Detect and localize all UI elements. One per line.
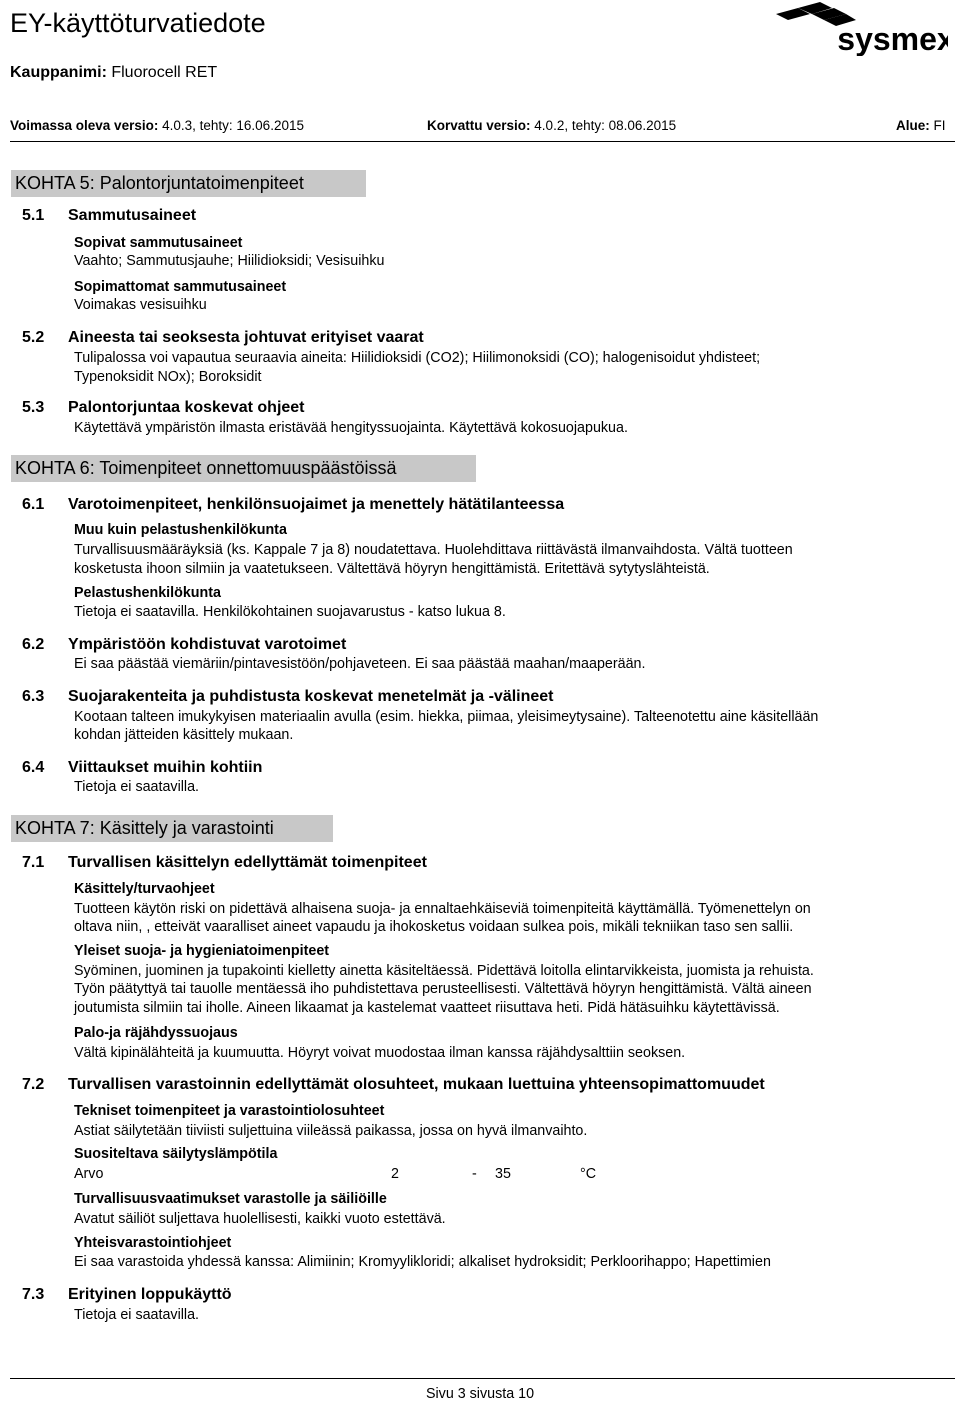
section-number: 5.1 [22,207,45,224]
field-label: Turvallisuusvaatimukset varastolle ja säiliöille [74,1191,387,1207]
replaced-version [427,118,676,133]
valid-version-label: Voimassa oleva versio: [10,118,159,133]
trade-name [10,64,217,82]
section-number: 5.3 [22,399,45,416]
field-label: Sopivat sammutusaineet [74,235,243,251]
subsection-title: Varotoimenpiteet, henkilönsuojaimet ja menettely hätätilanteessa [68,496,565,513]
header-divider [10,141,955,142]
field-text: Kootaan talteen imukykyisen materiaalin avulla (esim. hiekka, piimaa, yleisimeytysaine). Talteenotettu aine käsitellään [74,709,819,725]
field-text: Työn päätyttyä tai tauolle mentäessä iho puhdistettava perusteellisesti. Vältettävä höyryn hengittämistä. Vältä aineen [74,981,812,997]
field-text: Avatut säiliöt suljettava huolellisesti, kaikki vuoto estettävä. [74,1211,446,1227]
field-text: kohdan jätteiden käsittely mukaan. [74,727,294,743]
document-title: EY-käyttöturvatiedote [10,8,266,38]
field-text: Syöminen, juominen ja tupakointi kielletty ainetta käsiteltäessä. Pidettävä loitolla elintarvikkeista, juomista ja rehuista. [74,963,814,979]
temp-max: 35 [495,1166,511,1182]
section-number: 6.1 [22,496,45,513]
valid-version-value: 4.0.3, tehty: 16.06.2015 [162,118,304,133]
trade-name-label: Kauppanimi: [10,64,107,81]
field-text: Tietoja ei saatavilla. [74,1307,200,1323]
field-label: Tekniset toimenpiteet ja varastointiolosuhteet [74,1103,385,1119]
section-number: 5.2 [22,329,45,346]
field-text: Typenoksidit NOx); Boroksidit [74,369,262,385]
section-number: 6.2 [22,636,45,653]
section-7-heading: KOHTA 7: Käsittely ja varastointi [11,815,333,842]
replaced-version-label: Korvattu versio: [427,118,531,133]
field-text: Voimakas vesisuihku [74,297,207,313]
subsection-title: Ympäristöön kohdistuvat varotoimet [68,636,347,653]
field-text: Tietoja ei saatavilla. [74,779,200,795]
logo-wordmark: sysmex [837,21,948,56]
subsection-title: Erityinen loppukäyttö [68,1286,232,1303]
field-text: Astiat säilytetään tiiviisti suljettuina viileässä paikassa, jossa on hyvä ilmanvaihto. [74,1123,588,1139]
temp-dash: - [472,1166,477,1182]
section-number: 7.3 [22,1286,45,1303]
field-label: Pelastushenkilökunta [74,585,221,601]
field-text: kosketusta ihoon silmiin ja vaatetukseen. Vältettävä höyryn hengittämistä. Eritettävä sytytyslähteistä. [74,561,710,577]
temp-name: Arvo [74,1166,104,1182]
field-text: Käytettävä ympäristön ilmasta eristävää hengityssuojainta. Käytettävä kokosuojapukua. [74,420,628,436]
field-label: Yleiset suoja- ja hygieniatoimenpiteet [74,943,330,959]
trade-name-value: Fluorocell RET [111,64,218,81]
replaced-version-value: 4.0.2, tehty: 08.06.2015 [534,118,677,133]
subsection-title: Palontorjuntaa koskevat ohjeet [68,399,305,416]
field-label: Suositeltava säilytyslämpötila [74,1146,278,1162]
temp-min: 2 [391,1166,399,1182]
section-number: 7.2 [22,1076,45,1093]
section-6-heading: KOHTA 6: Toimenpiteet onnettomuuspäästöissä [11,455,476,482]
subsection-title: Turvallisen käsittelyn edellyttämät toimenpiteet [68,854,427,871]
field-text: joutumista silmiin tai iholle. Aineen likaamat ja kastelemat vaatteet riisuttava heti. Pidä hätäsuihku käytettävissä. [74,1000,780,1016]
temp-unit: °C [580,1166,597,1182]
field-text: Vältä kipinälähteitä ja kuumuutta. Höyryt voivat muodostaa ilman kanssa räjähdysalttiin seoksen. [74,1045,686,1061]
section-number: 6.4 [22,759,45,776]
field-label: Käsittely/turvaohjeet [74,881,215,897]
section-number: 7.1 [22,854,45,871]
section-5-heading: KOHTA 5: Palontorjuntatoimenpiteet [11,170,366,197]
page-number: Sivu 3 sivusta 10 [425,1386,535,1402]
field-text: oltava niin, , etteivät vaaralliset aineet vapaudu ja ihokosketus voidaan sulkea pois, mikäli tekniikan taso sen sallii. [74,919,794,935]
footer-divider [10,1378,955,1379]
valid-version [10,118,304,133]
region-label: Alue: [896,118,930,133]
field-text: Tuotteen käytön riski on pidettävä alhaisena suoja- ja ennaltaehkäiseviä toimenpiteitä käyttämällä. Työmenettelyn on [74,901,811,917]
field-text: Tietoja ei saatavilla. Henkilökohtainen suojavarustus - katso lukua 8. [74,604,506,620]
subsection-title: Sammutusaineet [68,207,197,224]
subsection-title: Aineesta tai seoksesta johtuvat erityiset vaarat [68,329,424,346]
field-label: Yhteisvarastointiohjeet [74,1235,232,1251]
field-label: Palo-ja räjähdyssuojaus [74,1025,238,1041]
field-text: Ei saa päästää viemäriin/pintavesistöön/pohjaveteen. Ei saa päästää maahan/maaperään. [74,656,646,672]
region [896,118,946,133]
section-number: 6.3 [22,688,45,705]
field-text: Vaahto; Sammutusjauhe; Hiilidioksidi; Vesisuihku [74,253,385,269]
field-text: Tulipalossa voi vapautua seuraavia aineita: Hiilidioksidi (CO2); Hiilimonoksidi (CO); halogenisoidut yhdisteet; [74,350,761,366]
subsection-title: Turvallisen varastoinnin edellyttämät olosuhteet, mukaan luettuina yhteensopimattomuudet [68,1076,765,1093]
field-label: Sopimattomat sammutusaineet [74,279,287,295]
field-label: Muu kuin pelastushenkilökunta [74,522,287,538]
subsection-title: Viittaukset muihin kohtiin [68,759,263,776]
field-text: Turvallisuusmääräyksiä (ks. Kappale 7 ja 8) noudatettava. Huolehdittava riittävästä ilmanvaihdosta. Vältä tuotteen [74,542,793,558]
region-value: FI [933,118,946,133]
subsection-title: Suojarakenteita ja puhdistusta koskevat menetelmät ja -välineet [68,688,554,705]
sysmex-logo [748,0,948,61]
field-text: Ei saa varastoida yhdessä kanssa: Alimiinin; Kromyylikloridi; alkaliset hydroksidit; Perkloorihappo; Hapettimien [74,1254,771,1270]
